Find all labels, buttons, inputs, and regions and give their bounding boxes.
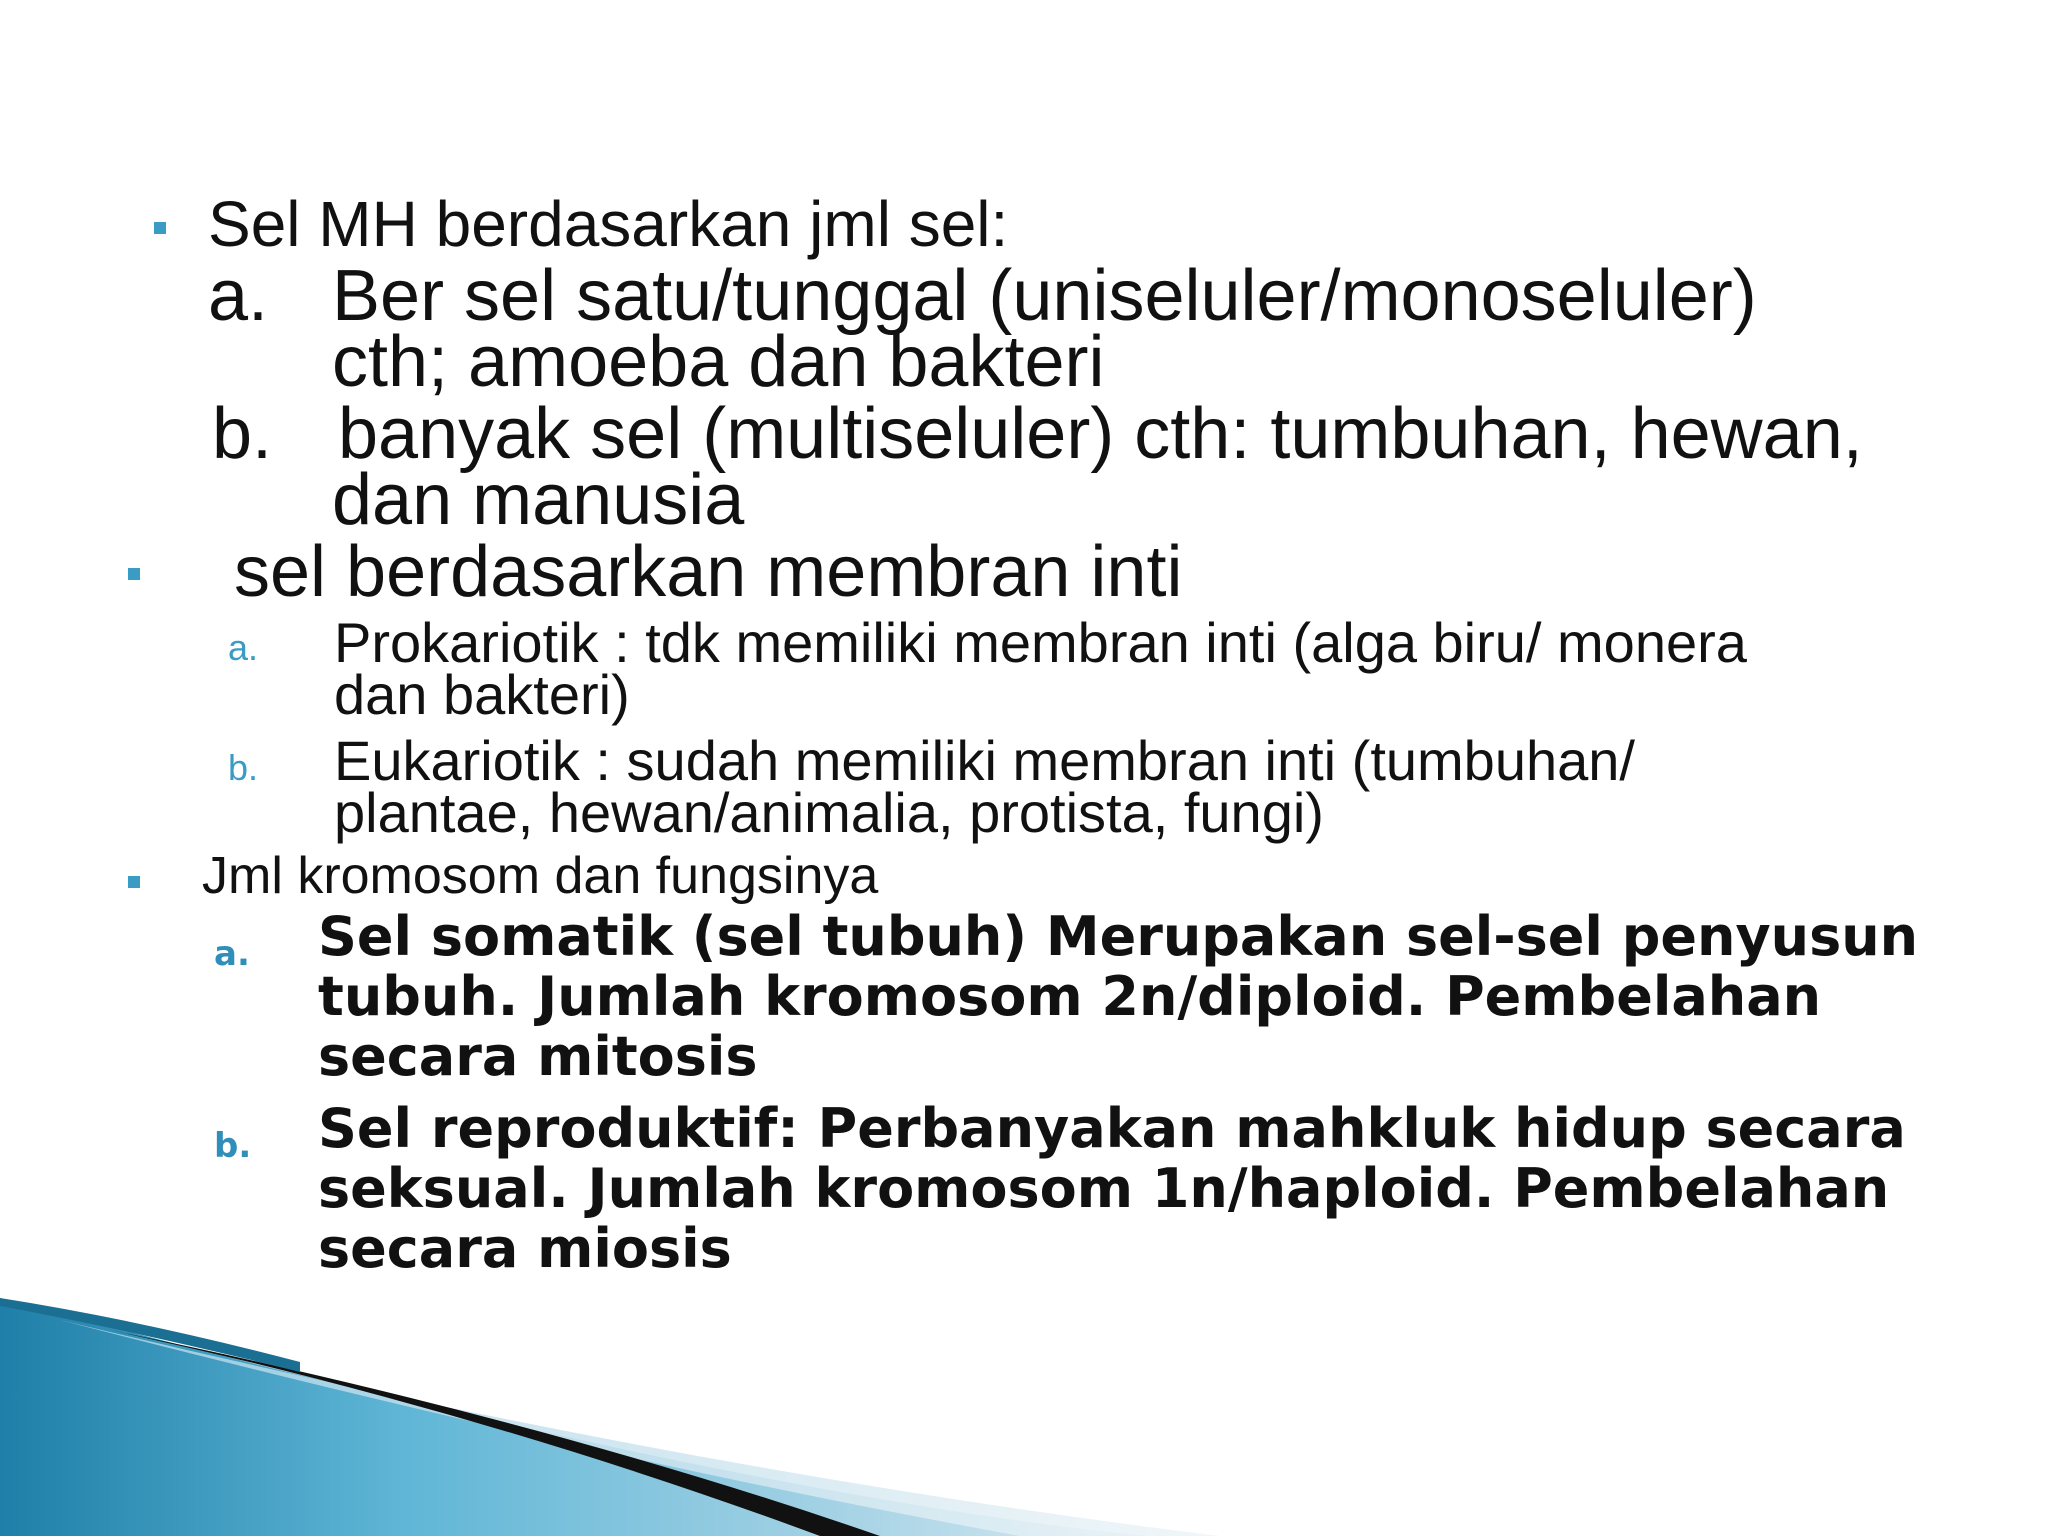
- subitem-line: Sel somatik (sel tubuh) Merupakan sel-sel penyusun: [318, 905, 1919, 968]
- subitem-line: Prokariotik : tdk memiliki membran inti (alga biru/ monera: [334, 611, 1747, 674]
- subitem-line: tubuh. Jumlah kromosom 2n/diploid. Pembelahan: [318, 965, 1822, 1028]
- subitem-line: seksual. Jumlah kromosom 1n/haploid. Pembelahan: [318, 1157, 1890, 1220]
- subitem-line: plantae, hewan/animalia, protista, fungi): [334, 781, 1324, 844]
- heading-nuclear-membrane: sel berdasarkan membran inti: [234, 532, 1183, 612]
- item-label: b.: [214, 1126, 252, 1166]
- item-label: a.: [208, 256, 269, 336]
- item-label: b.: [228, 747, 259, 788]
- subitem-line: secara miosis: [318, 1217, 732, 1280]
- heading-cell-count: Sel MH berdasarkan jml sel:: [208, 188, 1009, 260]
- subitem-line: Ber sel satu/tunggal (uniseluler/monoseluler): [332, 256, 1757, 336]
- subitem-line: cth; amoeba dan bakteri: [332, 322, 1105, 402]
- item-label: a.: [214, 934, 250, 974]
- item-label: a.: [228, 627, 259, 668]
- heading-chromosome-count: Jml kromosom dan fungsinya: [202, 847, 879, 905]
- item-label: b.: [212, 394, 273, 474]
- subitem-line: Sel reproduktif: Perbanyakan mahkluk hidup secara: [318, 1097, 1906, 1160]
- subitem-line: dan bakteri): [334, 663, 630, 726]
- subitem-line: dan manusia: [332, 460, 745, 540]
- subitem-line: Eukariotik : sudah memiliki membran inti (tumbuhan/: [334, 729, 1635, 792]
- subitem-line: secara mitosis: [318, 1025, 758, 1088]
- subitem-line: banyak sel (multiseluler) cth: tumbuhan, hewan,: [338, 394, 1863, 474]
